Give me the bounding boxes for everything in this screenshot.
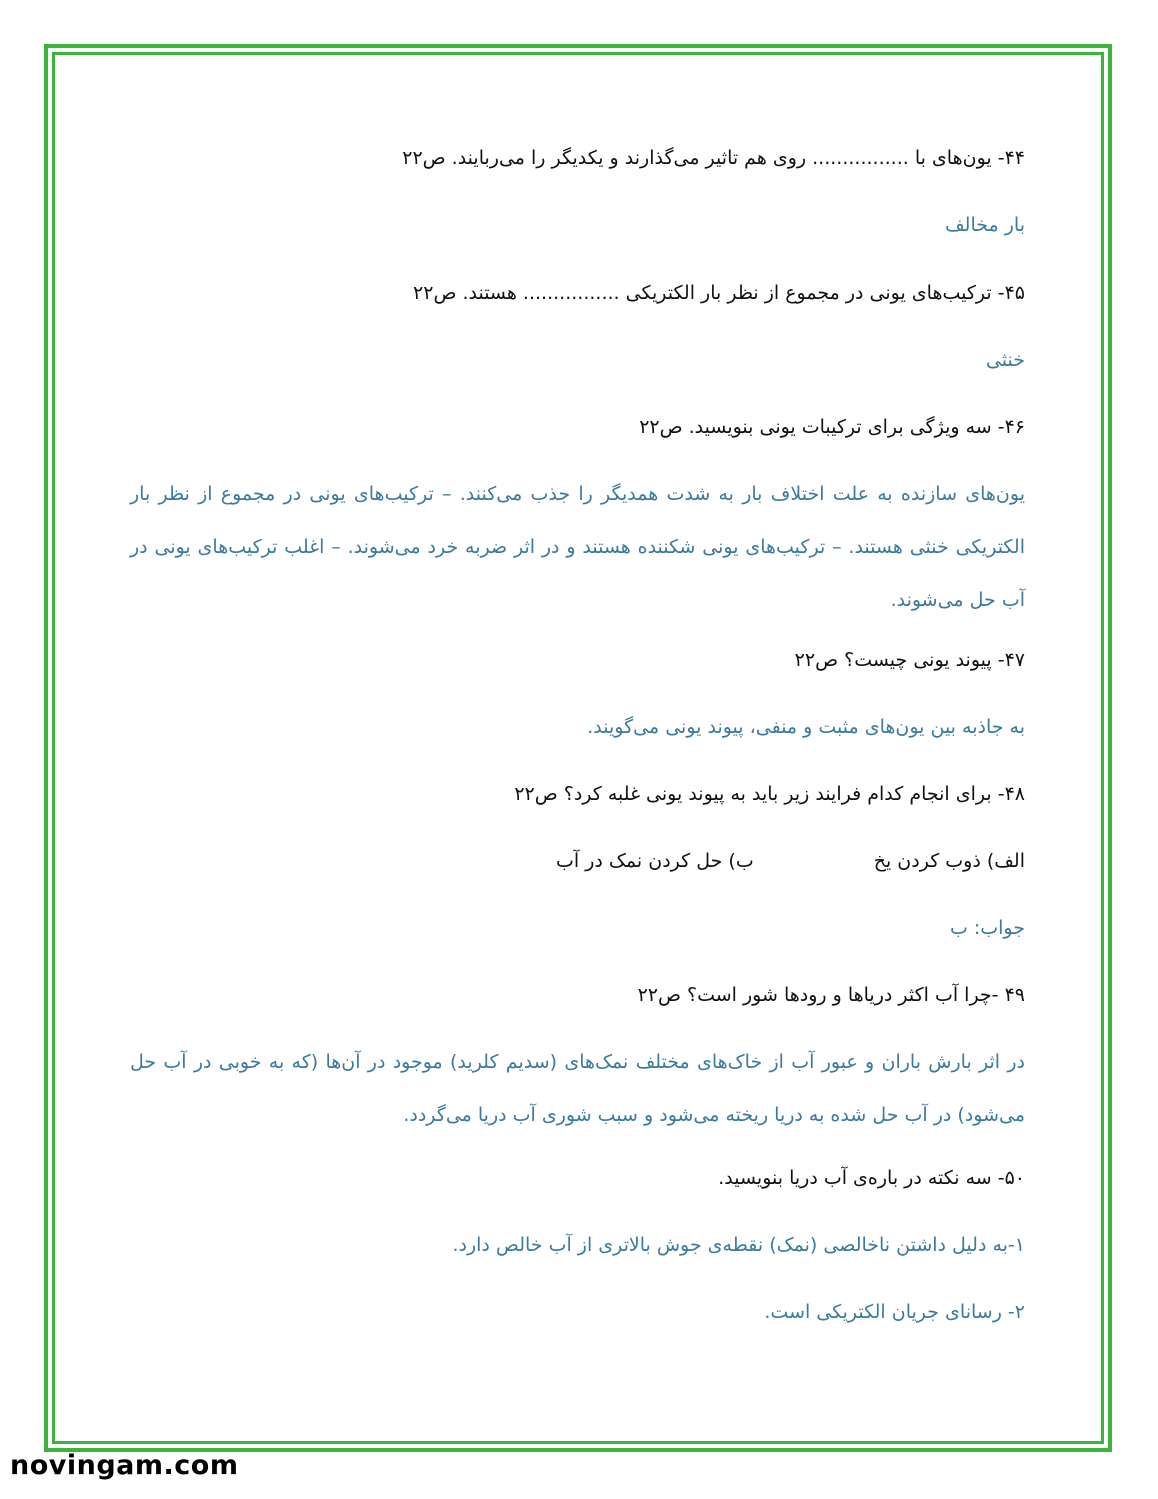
answer-50-point-1: ۱-به دلیل داشتن ناخالصی (نمک) نقطه‌ی جوش بالاتری از آب خالص دارد. [452,1234,1025,1256]
question-47: ۴۷- پیوند یونی چیست؟ ص۲۲ [794,649,1025,671]
question-44: ۴۴- یون‌های با ................ روی هم تاثیر می‌گذارند و یکدیگر را می‌ربایند. ص۲۲ [402,147,1025,169]
question-45: ۴۵- ترکیب‌های یونی در مجموع از نظر بار الکتریکی ................ هستند. ص۲۲ [413,282,1025,304]
question-48-options [556,847,1025,875]
answer-49: در اثر بارش باران و عبور آب از خاک‌های مختلف نمک‌های (سدیم کلرید) موجود در آن‌ها (که به خوبی در آب حل می‌شود) در آب حل شده به دریا ریخته می‌شود و سبب شوری آب دریا می‌گردد. [130,1051,1025,1126]
answer-50-point-2: ۲- رسانای جریان الکتریکی است. [764,1301,1025,1323]
answer-45: خنثی [985,349,1025,371]
question-49: ۴۹ -چرا آب اکثر دریاها و رودها شور است؟ ص۲۲ [637,984,1025,1006]
option-b: ب) حل کردن نمک در آب [556,850,754,872]
option-a: الف) ذوب کردن یخ [873,850,1025,872]
answer-47: به جاذبه بین یون‌های مثبت و منفی، پیوند یونی می‌گویند. [587,716,1025,738]
answer-48: جواب: ب [949,917,1025,939]
question-50: ۵۰- سه نکته در باره‌ی آب دریا بنویسید. [718,1167,1025,1189]
question-48: ۴۸- برای انجام کدام فرایند زیر باید به پیوند یونی غلبه کرد؟ ص۲۲ [514,783,1025,805]
site-watermark: novingam.com [10,1450,239,1481]
question-46: ۴۶- سه ویژگی برای ترکیبات یونی بنویسید. ص۲۲ [639,416,1025,438]
answer-44: بار مخالف [945,214,1025,236]
answer-46: یون‌های سازنده به علت اختلاف بار به شدت همدیگر را جذب می‌کنند. – ترکیب‌های یونی در مجموع از نظر بار الکتریکی خنثی هستند. – ترکیب‌های یونی شکننده هستند و در اثر ضربه خرد می‌شوند. – اغلب ترکیب‌های یونی در آب حل می‌شوند. [130,483,1025,611]
